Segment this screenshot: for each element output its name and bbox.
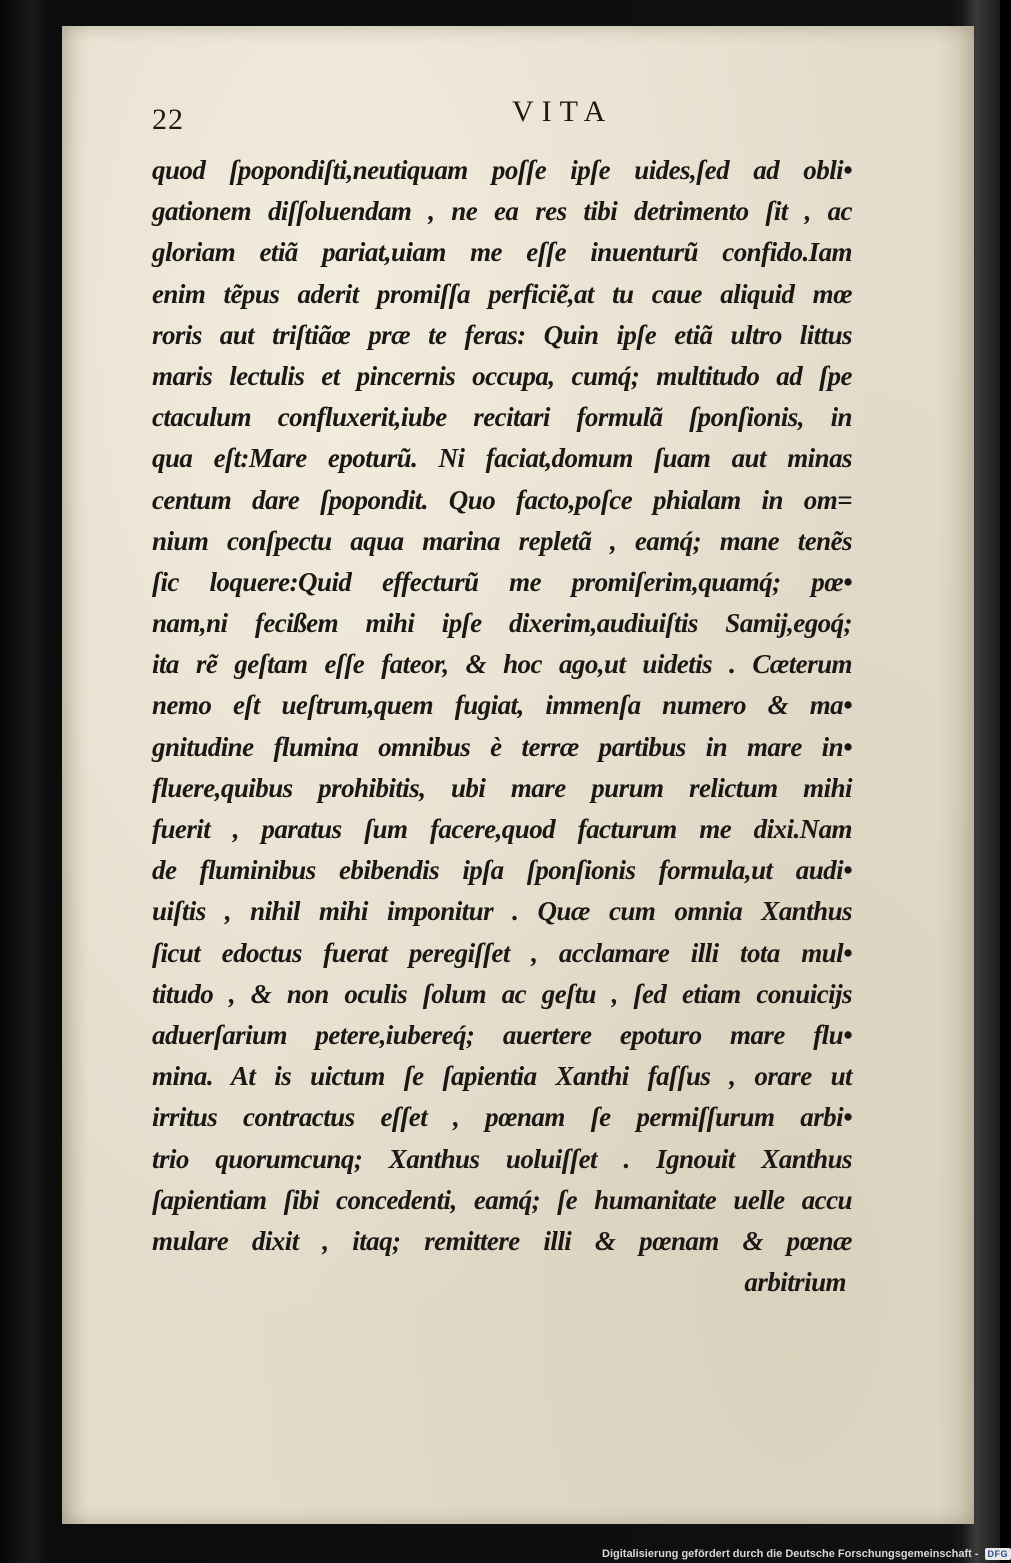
text-line: gloriam etiã pariat,uiam me eſſe inuenturũ confido.Iam bbox=[152, 237, 852, 268]
text-line: enim tẽpus aderit promiſſa perficiẽ,at tu caue aliquid mœ bbox=[152, 278, 852, 309]
text-line: ſicut edoctus fuerat peregiſſet , acclamare illi tota mul• bbox=[152, 937, 852, 968]
text-line: aduerſarium petere,iubereq́; auertere epoturo mare flu• bbox=[152, 1019, 852, 1050]
text-line: irritus contractus eſſet , pœnam ſe permiſſurum arbi• bbox=[152, 1102, 852, 1133]
text-line: de fluminibus ebibendis ipſa ſponſionis formula,ut audi• bbox=[152, 855, 852, 886]
text-line: titudo , & non oculis ſolum ac geſtu , ſed etiam conuicijs bbox=[152, 978, 852, 1009]
text-line: qua eſt:Mare epoturũ. Ni faciat,domum ſuam aut minas bbox=[152, 443, 852, 474]
text-block bbox=[152, 150, 852, 1303]
text-line: uiſtis , nihil mihi imponitur . Quæ cum omnia Xanthus bbox=[152, 896, 852, 927]
text-line: quod ſpopondiſti,neutiquam poſſe ipſe uides,ſed ad obli• bbox=[152, 155, 852, 185]
text-line: nium conſpectu aqua marina repletã , eamq́; mane tenẽs bbox=[152, 525, 852, 556]
catchword: arbitrium bbox=[744, 1267, 846, 1298]
text-line: mina. At is uictum ſe ſapientia Xanthi faſſus , orare ut bbox=[152, 1061, 852, 1092]
page-number: 22 bbox=[152, 103, 184, 136]
text-line: maris lectulis et pincernis occupa, cumq́; multitudo ad ſpe bbox=[152, 360, 852, 391]
text-line: gnitudine flumina omnibus è terræ partibus in mare in• bbox=[152, 731, 852, 762]
credit-text: Digitalisierung gefördert durch die Deutsche Forschungsgemeinschaft - bbox=[602, 1548, 979, 1560]
text-line: ita rẽ geſtam eſſe fateor, & hoc ago,ut uidetis . Cæterum bbox=[152, 649, 852, 680]
text-line: mulare dixit , itaq; remittere illi & pœnam & pœnæ bbox=[152, 1225, 852, 1256]
text-line: roris aut triſtiãœ præ te feras: Quin ipſe etiã ultro littus bbox=[152, 319, 852, 350]
text-line: ſapientiam ſibi concedenti, eamq́; ſe humanitate uelle accu bbox=[152, 1184, 852, 1215]
dfg-logo-icon bbox=[985, 1548, 1011, 1560]
text-line: fuerit , paratus ſum facere,quod facturum me dixi.Nam bbox=[152, 814, 852, 844]
running-head: VITA bbox=[512, 95, 614, 128]
text-line: nam,ni fecißem mihi ipſe dixerim,audiuiſtis Samij,egoq́; bbox=[152, 608, 852, 639]
text-line: ctaculum confluxerit,iube recitari formulã ſponſionis, in bbox=[152, 402, 852, 433]
text-line: ſic loquere:Quid effecturũ me promiſerim,quamq́; pœ• bbox=[152, 566, 852, 597]
text-line: nemo eſt ueſtrum,quem fugiat, immenſa numero & ma• bbox=[152, 690, 852, 721]
text-line: trio quorumcunq; Xanthus uoluiſſet . Ignouit Xanthus bbox=[152, 1143, 852, 1174]
text-line: centum dare ſpopondit. Quo facto,poſce phialam in om= bbox=[152, 484, 852, 515]
page-header bbox=[152, 95, 852, 135]
dfg-logo-text: DFG bbox=[987, 1549, 1009, 1559]
digitization-credit bbox=[602, 1547, 1011, 1561]
text-line: fluere,quibus prohibitis, ubi mare purum relictum mihi bbox=[152, 772, 852, 803]
text-line: gationem diſſoluendam , ne ea res tibi detrimento ſit , ac bbox=[152, 196, 852, 227]
